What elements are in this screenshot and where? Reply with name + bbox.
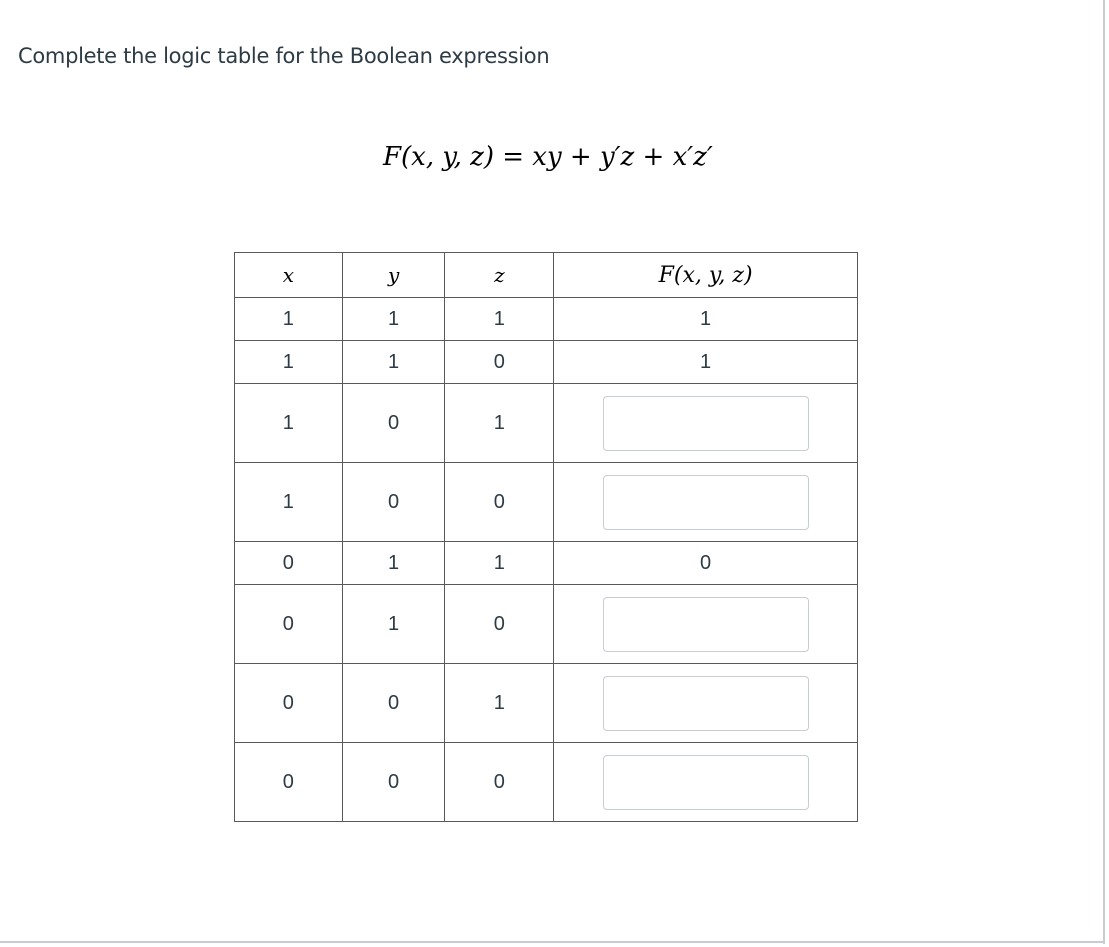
cell-x: 0 <box>235 743 343 822</box>
answer-input[interactable] <box>603 475 809 530</box>
answer-input[interactable] <box>603 676 809 731</box>
cell-y: 1 <box>342 542 445 585</box>
cell-f <box>554 463 858 542</box>
cell-z: 1 <box>445 298 554 341</box>
header-y: y <box>342 253 445 298</box>
table-header-row <box>235 253 858 298</box>
cell-x: 0 <box>235 585 343 664</box>
cell-f <box>554 384 858 463</box>
cell-f <box>554 664 858 743</box>
frame-bottom-border <box>0 941 1105 943</box>
cell-z: 1 <box>445 664 554 743</box>
header-x: x <box>235 253 343 298</box>
table-row <box>235 542 858 585</box>
cell-z: 1 <box>445 384 554 463</box>
table-row <box>235 664 858 743</box>
table-row <box>235 585 858 664</box>
cell-y: 0 <box>342 463 445 542</box>
boolean-expression: F(x, y, z) = xy + y′z + x′z′ <box>383 142 713 172</box>
cell-z: 0 <box>445 341 554 384</box>
cell-y: 0 <box>342 384 445 463</box>
cell-y: 0 <box>342 743 445 822</box>
answer-input[interactable] <box>603 597 809 652</box>
cell-f: 0 <box>554 542 858 585</box>
cell-x: 0 <box>235 664 343 743</box>
cell-x: 1 <box>235 463 343 542</box>
cell-z: 0 <box>445 463 554 542</box>
cell-y: 1 <box>342 585 445 664</box>
cell-z: 1 <box>445 542 554 585</box>
table-row <box>235 463 858 542</box>
cell-f <box>554 743 858 822</box>
table-row <box>235 298 858 341</box>
table-row <box>235 384 858 463</box>
frame-right-border <box>1103 0 1105 944</box>
cell-f: 1 <box>554 341 858 384</box>
table-row <box>235 341 858 384</box>
cell-x: 1 <box>235 298 343 341</box>
cell-y: 1 <box>342 341 445 384</box>
cell-f: 1 <box>554 298 858 341</box>
header-f: F(x, y, z) <box>554 253 858 298</box>
answer-input[interactable] <box>603 396 809 451</box>
answer-input[interactable] <box>603 755 809 810</box>
logic-table <box>234 252 858 822</box>
question-prompt: Complete the logic table for the Boolean expression <box>18 44 550 68</box>
cell-y: 0 <box>342 664 445 743</box>
cell-y: 1 <box>342 298 445 341</box>
cell-f <box>554 585 858 664</box>
table-body <box>235 298 858 822</box>
cell-x: 1 <box>235 341 343 384</box>
cell-z: 0 <box>445 743 554 822</box>
cell-x: 1 <box>235 384 343 463</box>
table-row <box>235 743 858 822</box>
cell-z: 0 <box>445 585 554 664</box>
header-z: z <box>445 253 554 298</box>
cell-x: 0 <box>235 542 343 585</box>
